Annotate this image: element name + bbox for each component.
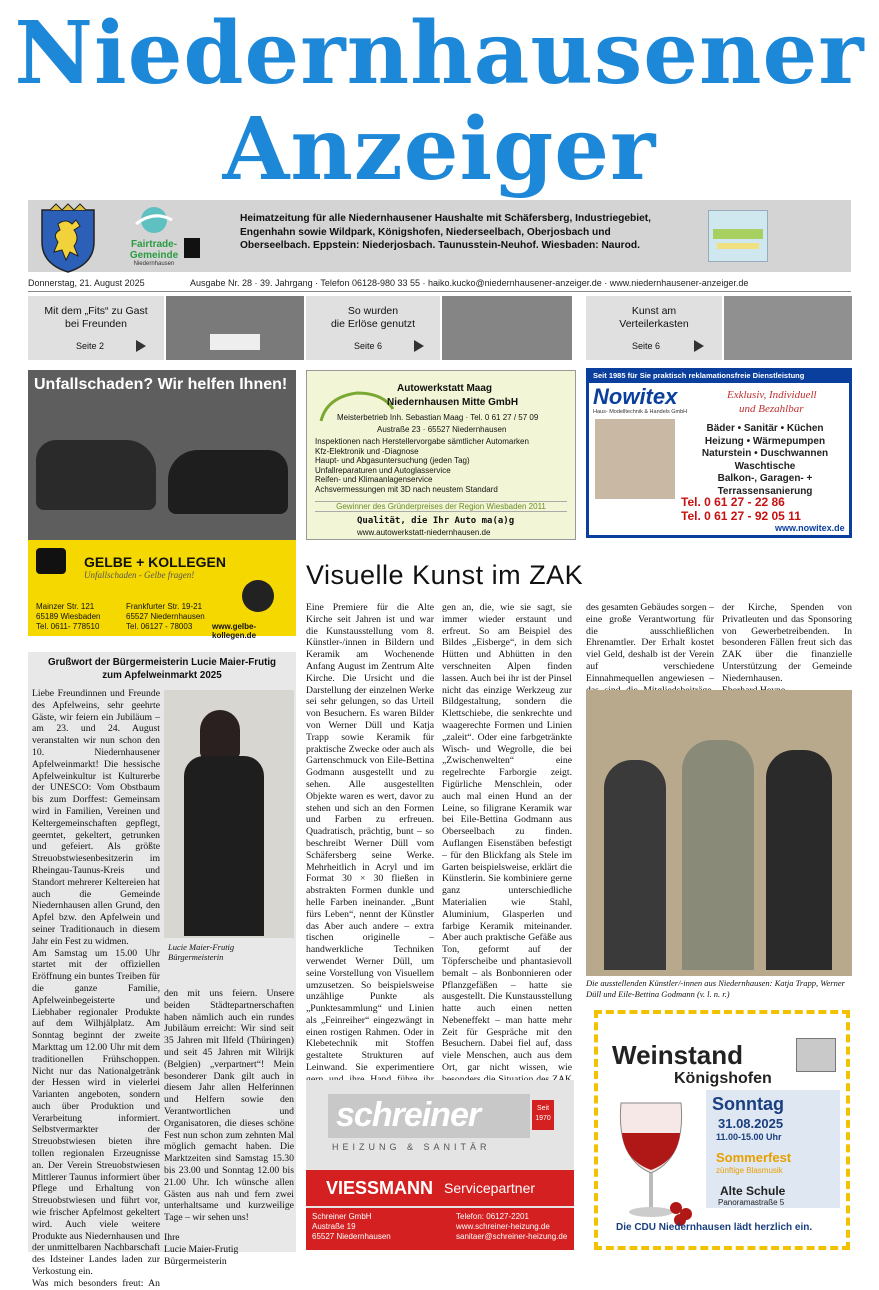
maag-award: Gewinner des Gründerpreises der Region Wiesbaden 2011 bbox=[315, 501, 567, 512]
weinstand-loc1: Alte Schule bbox=[720, 1184, 786, 1198]
car-right-icon bbox=[168, 450, 288, 514]
gelbe-name: GELBE + KOLLEGEN bbox=[84, 554, 226, 570]
weinstand-title: Weinstand bbox=[612, 1040, 743, 1070]
weinstand-date: 31.08.2025 bbox=[718, 1116, 784, 1131]
schreiner-contact: Schreiner GmbH Austraße 19 65527 Niedernhausen Telefon: 06127-2201 www.schreiner-heizung.de sanitaer@schreiner-heizung.de bbox=[306, 1208, 574, 1250]
fairtrade-icon bbox=[126, 206, 182, 234]
masthead-title-line2: Anzeiger bbox=[222, 99, 657, 200]
fairtrade-mark-icon bbox=[184, 238, 200, 258]
nowitex-ad[interactable] bbox=[586, 368, 852, 538]
maag-name2: Niedernhausen Mitte GmbH bbox=[387, 397, 519, 408]
subtitle-line2: Engenhahn sowie Wildpark, Königshofen, Niederseelbach, Oberjosbach und bbox=[240, 226, 611, 238]
nowitex-name: Nowitex bbox=[593, 384, 678, 409]
teaser-3-photo bbox=[724, 296, 852, 360]
play-icon bbox=[694, 340, 704, 352]
nowitex-web[interactable]: www.nowitex.de bbox=[775, 523, 845, 533]
weinstand-place: Königshofen bbox=[674, 1070, 772, 1087]
weinstand-fest: Sommerfest bbox=[716, 1150, 792, 1165]
schreiner-ad[interactable] bbox=[306, 1080, 574, 1250]
teaser-3-line2: Verteilerkasten bbox=[619, 318, 689, 330]
viessmann-partner: Servicepartner bbox=[444, 1180, 536, 1196]
subtitle-line1: Heimatzeitung für alle Niedernhausener Haushalte mit Schäfersberg, Industriegebiet, bbox=[240, 213, 651, 224]
viessmann-bar bbox=[306, 1170, 574, 1206]
subtitle-line3: Oberseelbach. Eppstein: Niederjosbach. Taunusstein-Neuhof. Wiesbaden: Naurod. bbox=[240, 240, 640, 251]
teaser-1-page: Seite 2 bbox=[76, 341, 105, 351]
region-logo-icon bbox=[708, 210, 768, 262]
play-icon bbox=[136, 340, 146, 352]
grusswort-title: Grußwort der Bürgermeisterin Lucie Maier-Frutig zum Apfelweinmarkt 2025 bbox=[47, 657, 277, 681]
service-item: Achsvermessungen mit 3D nach neustem Standard bbox=[315, 484, 498, 494]
teaser-1-line2: bei Freunden bbox=[65, 318, 127, 330]
maag-web[interactable]: www.autowerkstatt-niedernhausen.de bbox=[357, 528, 491, 537]
grusswort-col1: Liebe Freundinnen und Freunde des Apfelweins, sehr geehrte Gäste, wir feiern ein Jubiläum – am 23. und 24. August veranstalten wir nun schon den 10. Niedernhausener Apfelweinmarkt! Die hessische Apfelweinkultur ist Kulturerbe der UNESCO: Vom Obstbaum bis zum Dorffest: Gemeinsam wird in Familien, Vereinen und Keltergemeinschaften gepflegt, geerntet, gekeltert, getrunken und gefeiert. Als größte Streuobstwiesenbesitzerin im Rheingau-Taunus-Kreis und Standort mehrerer Keltereien hat auch die Gemeinde Niedernhausen allen Grund, den Apfel bzw. den Apfelwein und seiner Traditionauch in diesem Jahr ein Fest zu widmen. Am Samstag um 15.00 Uhr startet mit der offiziellen Eröffnung ein buntes Treiben für die ganze Familie, Apfelweinbegeisterte und Liebhaber regionaler Produkte auf dem Wilhjälplatz. Am Sonntag beginnt der zweite Markttag um 12.00 Uhr mit dem traditionellen Frühschoppen. Nicht nur das Nationalgetränk der Hessen wird in vielerlei Varianten angeboten, sondern auch über Produktion und Verarbeitung informiert. Selbstvermarkter der Streuobstwiesen bieten ihre tollen regionalen Erzeugnisse an. Der Verein Streuobstwiesen Mittlerer Taunus informiert über Pflege und Erhaltung von Streuobstwiesen und führt vor, wie frischer Apfelmost gekeltert wird. Auch viele weitere Produkte aus Niedernhausen und der unmittelbaren Nachbarschaft des Idsteiner Landes laden zur Verkostung ein. Was mich besonders freut: An bbox=[32, 688, 160, 1289]
article-col4: der Kirche, Spenden von Privatleuten und das Sponsoring von Gewerbetreibenden. In besonderen Fällen freut sich das ZAK über die finanzielle Unterstützung der Gemeinde Niedernhausen. bbox=[722, 602, 852, 684]
info-bar bbox=[28, 276, 851, 292]
article-col1: Eine Premiere für die Alte Kirche seit Jahren ist und war die Kunstausstellung vom 8. Künstler-/innen in Bildern und Keramik am Wochenende Anfang August im Zentrum Alte Kirche. Die Ursicht und die Darstellung der einzelnen Werke sei sehr gelungen, so das Urteil von Besuchern. Es waren Bilder von Werner Düll und Katja Trapp sowie Keramik für praktische Zwecke oder auch als Gartenschmuck von Eile-Bettina Godmann ausgestellt und zu sehen. Alle ausgestellten Objekte waren es wert, davor zu stehen und sich an den Formen und Farben zu erfreuen. Quadratisch, prächtig, bunt – so beschreibt Werner Düll vom Schäfersberg seine Werke. Mehrheitlich in Acryl und im Format 30 × 30 fließen in abstrakten Formen dunkle und helle Farben ineinander. „Bunt fürs Leben“, nennt der Künstler das Aber auch andere – extra tischen originelle – handwerkliche Techniken verwendet Werner Düll, um seine Vorstellung von Visuellem umzusetzen. So beispielsweise unzählige Punkte als „Punktesammlung“ und Linien als „Feinreiher“ eingezwängt in einen rostigen Rahmen. Oder in Klebetechnik mit Stoffen gestaltete Strukturen auf Leinwand. Sie experimentiere bbox=[306, 602, 434, 1074]
service-item: Haupt- und Abgasuntersuchung (jeden Tag) bbox=[315, 456, 470, 465]
schreiner-logo: schreiner bbox=[336, 1096, 481, 1134]
fairtrade-label2: Gemeinde bbox=[129, 250, 179, 261]
issue-info: Ausgabe Nr. 28 · 39. Jahrgang · Telefon 06128-980 33 55 · haiko.kucko@niedernhausener-anzeiger.de · www.niedernhausener-anzeiger.de bbox=[190, 278, 749, 288]
fairtrade-logo bbox=[126, 206, 182, 268]
bathroom-photo bbox=[595, 419, 675, 499]
nowitex-slogan2: und Bezahlbar bbox=[739, 403, 804, 415]
service-item: Inspektionen nach Herstellervorgabe sämtlicher Automarken bbox=[315, 437, 529, 446]
teaser-1-photo bbox=[166, 296, 304, 360]
teaser-2-line2: die Erlöse genutzt bbox=[330, 318, 416, 330]
play-icon bbox=[414, 340, 424, 352]
maag-ad[interactable] bbox=[306, 370, 576, 540]
artists-photo bbox=[586, 690, 852, 976]
teaser-3-line1: Kunst am bbox=[631, 305, 677, 317]
nowitex-sub: Haus- Modelltechnik & Handels GmbH bbox=[593, 409, 688, 415]
teaser-2[interactable] bbox=[306, 296, 440, 360]
nowitex-tel2: Tel. 0 61 27 - 92 05 11 bbox=[681, 509, 801, 523]
coat-of-arms-icon bbox=[796, 1038, 836, 1072]
fairtrade-label1: Fairtrade- bbox=[130, 239, 178, 250]
mayor-photo bbox=[164, 690, 294, 938]
weinstand-bottom: Die CDU Niedernhausen lädt herzlich ein. bbox=[616, 1222, 813, 1233]
grusswort-col2: den mit uns feiern. Unsere beiden Städtepartnerschaften haben nämlich auch ein rundes Jubiläum erreicht: Wir sind seit 35 Jahren mit Ilfeld (Thüringen) und seit 45 Jahren mit Wilrijk (Belgien) „verpartnert“! Mein besonderer Dank gilt auch in diesem Jahr allen Helferinnen und Helfern sowie den Verantwortlichen und Organisatoren, die dieses schöne Fest nun schon zum zehnten Mal möglich gemacht haben. Die Marktzeiten sind Samstag 15.30 bis 23.00 und Sonntag 12.00 bis 21.00 Uhr. Ich wünsche allen Gästen aus nah und fern zwei unterhaltsame und kurzweilige Tage – wir sehen uns! Ihre Lucie Maier-Frutig Bürgermeisterin bbox=[164, 988, 294, 1267]
unfall-ad-headline: Unfallschaden? Wir helfen Ihnen! bbox=[34, 376, 288, 393]
maag-address: Austraße 23 · 65527 Niedernhausen bbox=[377, 425, 507, 434]
weinstand-ad[interactable] bbox=[594, 1010, 850, 1250]
maag-services bbox=[315, 437, 529, 494]
masthead-subtitle bbox=[240, 212, 680, 253]
weinstand-music: zünftige Blasmusik bbox=[716, 1166, 783, 1175]
maag-name1: Autowerkstatt Maag bbox=[397, 383, 493, 394]
masthead-title-line1: Niedernhausener bbox=[14, 3, 865, 104]
service-item: Unfallreparaturen und Autoglasservice bbox=[315, 465, 451, 475]
gelbe-slogan: Unfallschaden - Gelbe fragen! bbox=[84, 570, 195, 580]
nowitex-services: Bäder • Sanitär • Küchen Heizung • Wärmepumpen Naturstein • Duschwannen Waschtische Balkon-, Garagen- + Terrassensanierung bbox=[701, 423, 829, 497]
article-col2: gen an, die, wie sie sagt, sie immer wieder erstaunt und erfreut. So am Beispiel des Bildes „Eisberge“, in dem sich Hütten und Abhütten in den verschneiten Alpen finden lassen. Auch bei ihr ist der Pinsel nicht das einzige Werkzeug zur Bildgestaltung, sondern die Klettschiebe, die senkrechte und waagerechte Formen und Linien „zaleit“. Oder eine farbgetränkte Wisch- und Wegrolle, die bei „Zwischenwelten“ eine regelrechte Farborgie zeigt. Figürliche Menschlein, oder auch mal einen Hund an der Leine, so filigrane Keramik war bei Eile-Bettina Godmann aus Oberseelbach zu finden. Auflangen Eisenstäben befestigt – für den Blickfang als Stele im Garten beispielsweise, erklärt die Künstlerin. Sie kombiniere gerne ganz unterschiedliche Materialien wie Stahl, Aluminium, Glasperlen und farbige Keramik miteinander. Aber auch praktische Gefäße aus Ton, geformt auf der Töpferscheibe und phantasievoll bemalt – als Bonbonnieren oder Pflanzgefäßen – hatte sie ausgestellt. Die Kunstausstellung hatte auch einen netten Nebeneffekt – man hatte mehr Zeit für Gespräche mit den Besuchern. Dabei fiel auf, dass viele Menschen, auch aus dem Ort, gar nicht wissen, wie bbox=[442, 602, 572, 1074]
teaser-3[interactable] bbox=[586, 296, 722, 360]
car-left-icon bbox=[36, 440, 156, 510]
wine-glass-icon bbox=[606, 1098, 696, 1228]
teaser-2-line1: So wurden bbox=[347, 305, 399, 317]
service-item: Kfz-Elektronik und -Diagnose bbox=[315, 446, 419, 456]
weinstand-time: 11.00-15.00 Uhr bbox=[716, 1132, 782, 1142]
issue-date: Donnerstag, 21. August 2025 bbox=[28, 278, 145, 288]
coat-of-arms-icon bbox=[36, 202, 100, 274]
article-col3: des gesamten Gebäudes sorgen – eine große Verantwortung für die ausschließlichen Ehrenamtler. Der Erhalt kostet viel Geld, deshalb ist der Verein auf verschiedene Einnahmequellen angewiesen – bbox=[586, 602, 714, 684]
maag-meister: Meisterbetrieb Inh. Sebastian Maag · Tel. 0 61 27 / 57 09 bbox=[337, 413, 539, 422]
since-1970-badge: Seit 1970 bbox=[532, 1100, 554, 1130]
viessmann-logo: VIESSMANN bbox=[326, 1178, 434, 1198]
gelbe-web[interactable]: www.gelbe-kollegen.de bbox=[212, 622, 257, 640]
teaser-1-line1: Mit dem „Fits“ zu Gast bbox=[44, 305, 148, 317]
service-item: Reifen- und Klimaanlagenservice bbox=[315, 475, 433, 484]
gelbe-address-2: Frankfurter Str. 19-21 65527 Niedernhausen Tel. 06127 - 78003 bbox=[126, 602, 205, 631]
teaser-2-page: Seite 6 bbox=[354, 341, 383, 351]
fairtrade-label3: Niedernhausen bbox=[133, 261, 175, 267]
tow-truck-icon bbox=[36, 548, 66, 574]
car-outline-icon bbox=[317, 381, 397, 431]
teaser-1[interactable] bbox=[28, 296, 164, 360]
artists-caption: Die ausstellenden Künstler/-innen aus Niedernhausen: Katja Trapp, Werner Düll und Eile-Bettina Godmann (v. l. n. r.) bbox=[586, 978, 845, 999]
schreiner-sub: HEIZUNG & SANITÄR bbox=[332, 1142, 491, 1152]
weinstand-day: Sonntag bbox=[712, 1094, 784, 1114]
teaser-3-page: Seite 6 bbox=[632, 341, 661, 351]
badge-icon bbox=[242, 580, 274, 612]
unfall-ad[interactable] bbox=[28, 370, 296, 540]
teaser-2-photo bbox=[442, 296, 572, 360]
nowitex-top: Seit 1985 für Sie praktisch reklamationsfreie Dienstleistung bbox=[589, 371, 849, 383]
mayor-caption: Lucie Maier-Frutig Bürgermeisterin bbox=[168, 942, 235, 962]
nowitex-slogan1: Exklusiv, Individuell bbox=[727, 389, 817, 401]
weinstand-loc2: Panoramastraße 5 bbox=[718, 1198, 785, 1207]
maag-slogan: Qualität, die Ihr Auto ma(a)g bbox=[357, 516, 515, 526]
article-headline: Visuelle Kunst im ZAK bbox=[306, 560, 584, 590]
nowitex-tel1: Tel. 0 61 27 - 22 86 bbox=[681, 495, 785, 509]
gelbe-address-1: Mainzer Str. 121 65189 Wiesbaden Tel. 0611- 778510 bbox=[36, 602, 101, 631]
gelbe-kollegen-ad[interactable] bbox=[28, 540, 296, 640]
